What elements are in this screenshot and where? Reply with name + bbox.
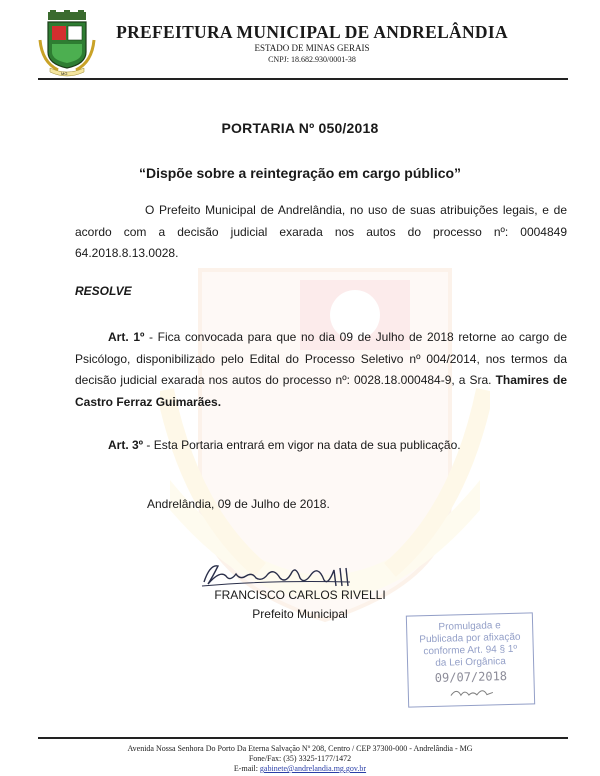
stamp-date: 09/07/2018 <box>434 669 508 685</box>
publication-stamp <box>406 612 535 707</box>
header-divider <box>38 78 568 80</box>
municipal-coat-of-arms-icon <box>38 10 96 78</box>
article-1-person-name: Thamires de Castro Ferraz Guimarães. <box>75 373 567 409</box>
stamp-line: Publicada por afixação <box>419 631 521 646</box>
handwritten-signature-icon <box>200 556 360 592</box>
resolve-heading: RESOLVE <box>75 284 132 298</box>
crest-label: MG <box>61 71 68 76</box>
footer-phone: Fone/Fax: (35) 3325-1177/1472 <box>248 754 352 763</box>
article-3-label: Art. 3º <box>108 438 144 452</box>
article-3-paragraph <box>75 435 567 457</box>
footer-address: Avenida Nossa Senhora Do Porto Da Eterna Salvação Nº 208, Centro / CEP 37300-000 - Andrelândia - MG <box>127 744 473 753</box>
intro-paragraph: O Prefeito Municipal de Andrelândia, no uso de suas atribuições legais, e de acordo com a decisão judicial exarada nos autos do processo nº: 0004849 64.2018.8.13.0028. <box>75 203 567 260</box>
stamp-initials-icon <box>449 684 495 699</box>
article-1-label: Art. 1º <box>108 330 145 344</box>
article-1-paragraph <box>75 327 567 413</box>
stamp-line: da Lei Orgânica <box>435 656 506 669</box>
footer-email-line <box>0 764 600 773</box>
place-and-date: Andrelândia, 09 de Julho de 2018. <box>147 497 330 511</box>
stamp-line: conforme Art. 94 § 1º <box>423 643 518 658</box>
municipality-title: PREFEITURA MUNICIPAL DE ANDRELÂNDIA <box>116 22 508 42</box>
state-name: ESTADO DE MINAS GERAIS <box>254 43 370 53</box>
footer-email-label: E-mail: <box>233 764 260 773</box>
stamp-line: Promulgada e <box>438 620 501 633</box>
article-1-text: - Fica convocada para que no dia 09 de Julho de 2018 retorne ao cargo de Psicólogo, disponibilizado pelo Edital do Processo Seletivo nº 004/2014, nos termos da decisão judicial exarada nos autos do processo nº: 0028.18.000484-9, a Sra. <box>75 330 567 387</box>
document-subject: “Dispõe sobre a reintegração em cargo público” <box>138 165 462 181</box>
cnpj-number: CNPJ: 18.682.930/0001-38 <box>268 55 356 64</box>
document-title: PORTARIA Nº 050/2018 <box>221 120 379 136</box>
signer-role: Prefeito Municipal <box>252 607 348 621</box>
article-3-text: - Esta Portaria entrará em vigor na data de sua publicação. <box>143 438 461 452</box>
footer-email-link[interactable]: gabinete@andrelandia.mg.gov.br <box>259 764 367 773</box>
signer-name: FRANCISCO CARLOS RIVELLI <box>214 588 386 602</box>
footer-divider <box>38 737 568 739</box>
